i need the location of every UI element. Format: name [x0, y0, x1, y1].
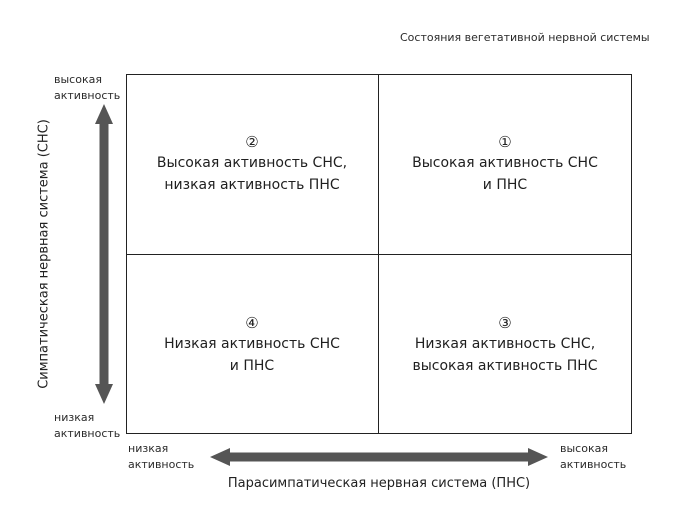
quadrant-text-line1: Низкая активность СНС: [164, 336, 340, 352]
quadrant-text-line1: Низкая активность СНС,: [414, 336, 596, 352]
y-axis-low-line2: активность: [54, 427, 121, 440]
y-axis-low-label: [54, 410, 120, 442]
x-axis-low-line1: низкая: [128, 442, 169, 455]
x-axis-high-line1: высокая: [560, 442, 608, 455]
quadrant-bottom-right: [379, 255, 631, 435]
vertical-double-arrow-icon: [94, 104, 114, 404]
quadrant-text-line2: высокая активность ПНС: [412, 358, 598, 374]
y-axis-high-line2: активность: [54, 89, 121, 102]
quadrant-number: ①: [498, 133, 512, 151]
x-axis-low-line2: активность: [128, 458, 195, 471]
y-axis-high-line1: высокая: [54, 73, 102, 86]
quadrant-text-line2: и ПНС: [482, 177, 528, 193]
quadrant-text-line1: Высокая активность СНС: [412, 155, 598, 171]
y-axis-title: Симпатическая нервная система (СНС): [36, 119, 52, 389]
quadrant-text-line2: и ПНС: [229, 358, 275, 374]
quadrant-top-right: [379, 74, 631, 254]
horizontal-double-arrow-icon: [210, 447, 548, 467]
diagram-title: Состояния вегетативной нервной системы: [400, 31, 650, 44]
quadrant-text-line2: низкая активность ПНС: [164, 177, 340, 193]
quadrant-number: ③: [498, 314, 512, 332]
y-axis-high-label: [54, 72, 120, 104]
quadrant-number: ④: [245, 314, 259, 332]
quadrant-bottom-left: [126, 255, 378, 435]
quadrant-text-line1: Высокая активность СНС,: [156, 155, 348, 171]
x-axis-high-label: [560, 441, 626, 473]
x-axis-low-label: [128, 441, 194, 473]
quadrant-top-left: [126, 74, 378, 254]
x-axis-high-line2: активность: [560, 458, 627, 471]
y-axis-low-line1: низкая: [54, 411, 95, 424]
quadrant-number: ②: [245, 133, 259, 151]
x-axis-title: Парасимпатическая нервная система (ПНС): [227, 476, 531, 491]
